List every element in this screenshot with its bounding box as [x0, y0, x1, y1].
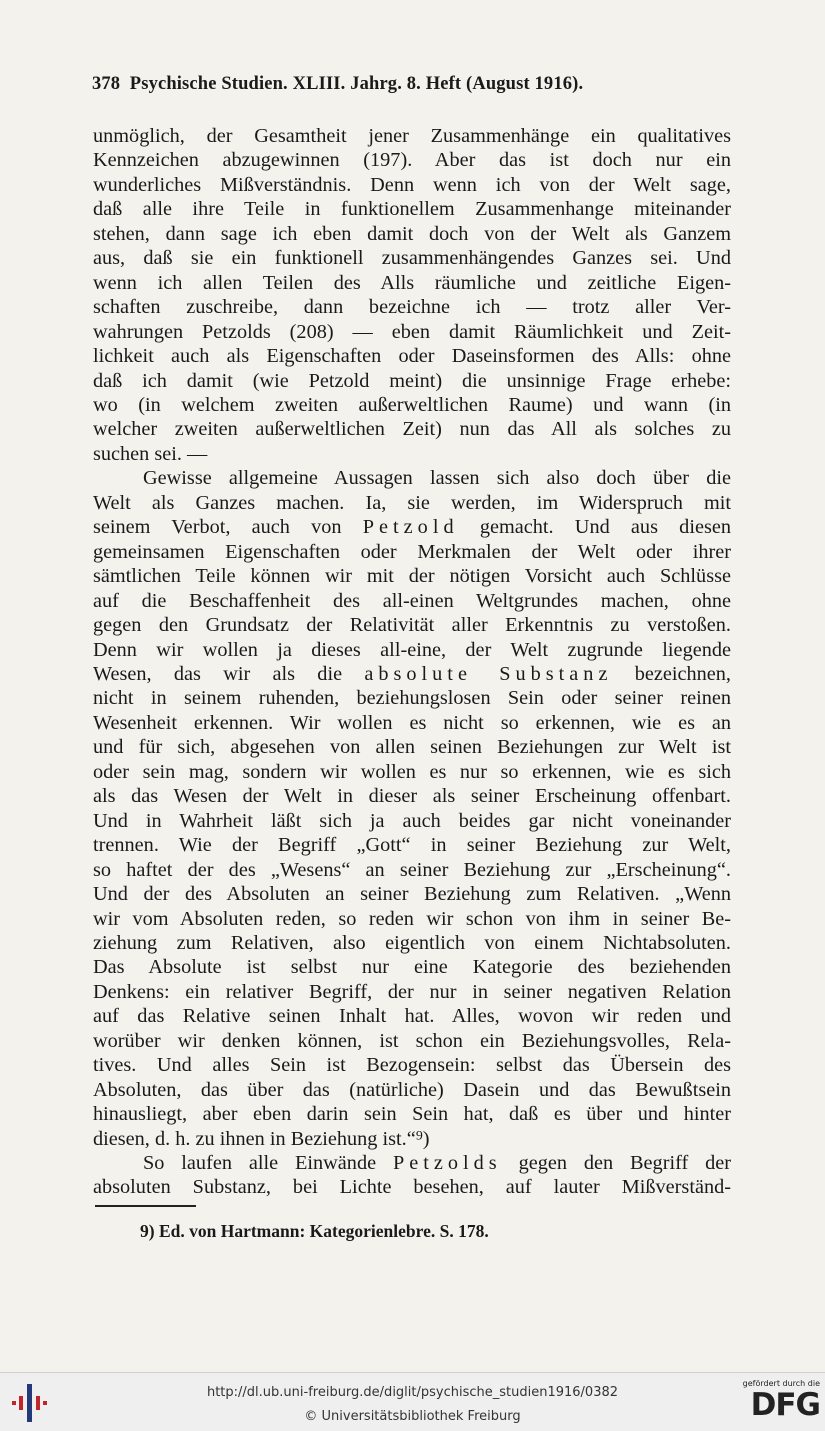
- text-line: so haftet der des „Wesens“ an seiner Beziehung zur „Erscheinung“.: [93, 858, 731, 881]
- spaced-emphasis: Petzold: [362, 516, 459, 539]
- text-line: gegen den Grundsatz der Relativität aller Erkenntnis zu verstoßen.: [93, 614, 731, 637]
- footnote-text: Ed. von Hartmann: Kategorienlebre. S. 178.: [158, 1221, 489, 1241]
- text-line: oder sein mag, sondern wir wollen es nur so erkennen, wie es sich: [93, 760, 731, 783]
- text-line: Kennzeichen abzugewinnen (197). Aber das ist doch nur ein: [93, 149, 731, 172]
- spaced-emphasis: Petzolds: [392, 1152, 502, 1175]
- text-line: sämtlichen Teile können wir mit der nötigen Vorsicht auch Schlüsse: [93, 565, 731, 588]
- text-line: nicht in seinem ruhenden, beziehungslosen Sein oder seiner reinen: [93, 687, 731, 710]
- viewer-footer: [0, 1372, 825, 1431]
- text-line: hinausliegt, aber eben darin sein Sein hat, daß es über und hinter: [93, 1103, 731, 1126]
- copyright: © Universitätsbibliothek Freiburg: [304, 1409, 521, 1424]
- text-line: wo (in welchem zweiten außerweltlichen Raume) und wann (in: [93, 393, 731, 416]
- text-line: daß alle ihre Teile in funktionellem Zusammenhange miteinander: [93, 198, 731, 221]
- text-line: Denn wir wollen ja dieses all-eine, der Welt zugrunde liegende: [93, 638, 731, 661]
- permalink[interactable]: http://dl.ub.uni-freiburg.de/diglit/psychische_studien1916/0382: [206, 1385, 619, 1400]
- text-line: ziehung zum Relativen, also eigentlich von einem Nichtabsoluten.: [93, 931, 731, 954]
- footnote-divider: [95, 1205, 196, 1207]
- text-line: als das Wesen der Welt in dieser als seiner Erscheinung offenbart.: [93, 785, 731, 808]
- text-line: diesen, d. h. zu ihnen in Beziehung ist.“⁹): [93, 1127, 430, 1150]
- text-line: wunderliches Mißverständnis. Denn wenn ich von der Welt sage,: [93, 173, 731, 196]
- text-line: gemeinsamen Eigenschaften oder Merkmalen der Welt oder ihrer: [93, 540, 731, 563]
- text-line: Und in Wahrheit läßt sich ja auch beides gar nicht voneinander: [93, 809, 731, 832]
- text-line: aus, daß sie ein funktionell zusammenhängendes Ganzes sei. Und: [93, 247, 731, 270]
- text-line: trennen. Wie der Begriff „Gott“ in seiner Beziehung zur Welt,: [93, 834, 731, 857]
- running-header: [92, 74, 732, 95]
- dfg-logo-icon: [728, 1379, 820, 1427]
- text-line: wahrungen Petzolds (208) — eben damit Räumlichkeit und Zeit-: [93, 320, 731, 343]
- text-line: wir vom Absoluten reden, so reden wir schon von ihm in seiner Be-: [93, 907, 731, 930]
- text-line: auf die Beschaffenheit des all-einen Weltgrundes machen, ohne: [93, 589, 731, 612]
- text-line: Absoluten, das über das (natürliche) Dasein und das Bewußtsein: [93, 1078, 731, 1101]
- text-line: schaften zuschreibe, dann bezeichne ich — trotz aller Ver-: [93, 296, 731, 319]
- dfg-caption: gefördert durch die: [742, 1379, 820, 1388]
- text-line: Und der des Absoluten an seiner Beziehung zum Relativen. „Wenn: [93, 883, 731, 906]
- text-line: Wesenheit erkennen. Wir wollen es nicht so erkennen, wie es an: [93, 711, 731, 734]
- text-line: auf das Relative seinen Inhalt hat. Alles, wovon wir reden und: [93, 1005, 731, 1028]
- text-line: lichkeit auch als Eigenschaften oder Daseinsformen des Alls: ohne: [93, 345, 731, 368]
- spaced-emphasis: absolute Substanz: [364, 662, 613, 685]
- text-line: stehen, dann sage ich eben damit doch von der Welt als Ganzem: [93, 222, 731, 245]
- text-line: Gewisse allgemeine Aussagen lassen sich also doch über die: [143, 467, 731, 490]
- text-line: absoluten Substanz, bei Lichte besehen, auf lauter Mißverständ-: [93, 1176, 731, 1199]
- text-line: wenn ich allen Teilen des Alls räumliche und zeitliche Eigen-: [93, 271, 731, 294]
- text-line: Welt als Ganzes machen. Ia, sie werden, im Widerspruch mit: [93, 491, 731, 514]
- text-line: Denkens: ein relativer Begriff, der nur in seiner negativen Relation: [93, 980, 731, 1003]
- text-line: Das Absolute ist selbst nur eine Kategorie des beziehenden: [93, 956, 731, 979]
- footnote-marker: 9): [140, 1221, 155, 1241]
- text-line: worüber wir denken können, ist schon ein Beziehungsvolles, Rela-: [93, 1029, 731, 1052]
- text-line: So laufen alle Einwände Petzolds gegen den Begriff der: [143, 1152, 731, 1175]
- footnote: [140, 1221, 489, 1242]
- text-line: und für sich, abgesehen von allen seinen Beziehungen zur Welt ist: [93, 736, 731, 759]
- page-number: 378: [92, 74, 121, 94]
- text-line: daß ich damit (wie Petzold meint) die unsinnige Frage erhebe:: [93, 369, 731, 392]
- running-title: Psychische Studien. XLIII. Jahrg. 8. Heft (August 1916).: [129, 74, 584, 94]
- text-line: tives. Und alles Sein ist Bezogensein: selbst das Übersein des: [93, 1054, 731, 1077]
- text-line: welcher zweiten außerweltlichen Zeit) nun das All als solches zu: [93, 418, 731, 441]
- text-line: Wesen, das wir als die absolute Substanz bezeichnen,: [93, 662, 731, 685]
- dfg-logo-text: DFG: [750, 1387, 820, 1423]
- text-line: suchen sei. —: [93, 442, 208, 465]
- body-text: [93, 124, 731, 1200]
- text-line: unmöglich, der Gesamtheit jener Zusammenhänge ein qualitatives: [93, 125, 731, 147]
- text-line: seinem Verbot, auch von Petzold gemacht. Und aus diesen: [93, 516, 731, 539]
